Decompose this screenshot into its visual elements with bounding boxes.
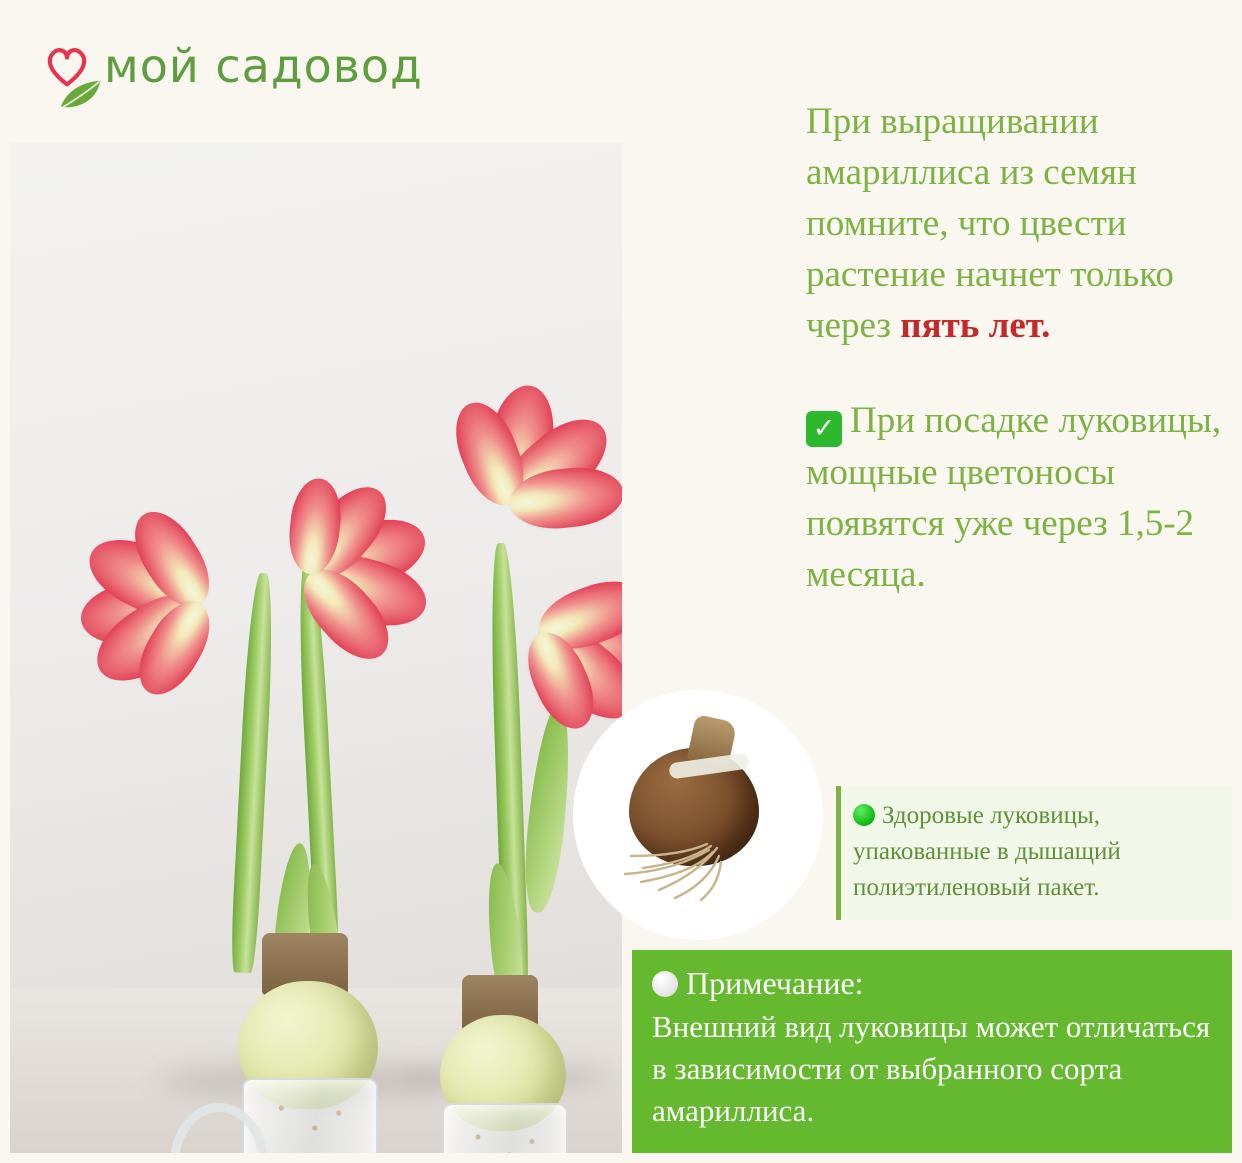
paragraph-bulbs-text: При посадке луковицы, мощные цветоносы появятся уже через 1,5-2 месяца. [806,400,1222,595]
paragraph-seeds-accent: пять лет. [900,305,1051,346]
bulb-closeup-inset [573,690,823,940]
amaryllis-photo [10,143,622,1153]
green-dot-icon [853,804,875,826]
remark-title: Примечание: [686,965,864,1001]
paragraph-seeds [806,96,1230,351]
right-text-column [806,96,1230,600]
stem-left-a [230,573,277,974]
logo-mark [40,28,112,104]
check-mark-icon: ✓ [806,411,842,447]
remark-title-row [652,962,1216,1004]
bulb-closeup-roots [601,842,761,904]
roots-right [460,1128,550,1153]
leaf-icon [58,78,104,110]
paragraph-bulbs [806,395,1230,600]
site-logo [40,26,423,106]
white-dot-icon [652,971,678,997]
leaf-right-a [519,702,577,915]
healthy-bulbs-note [836,786,1232,920]
remark-text: Внешний вид луковицы может отличаться в зависимости от выбранного сорта амариллиса. [652,1009,1211,1128]
healthy-bulbs-note-text: Здоровые луковицы, упакованные в дышащий полиэтиленовый пакет. [853,802,1121,901]
remark-panel [632,950,1232,1153]
roots-left [262,1098,358,1153]
logo-text: мой садовод [104,39,423,93]
paragraph-seeds-text: При выращивании амариллиса из семян помните, что цвести растение начнет только через [806,101,1174,346]
